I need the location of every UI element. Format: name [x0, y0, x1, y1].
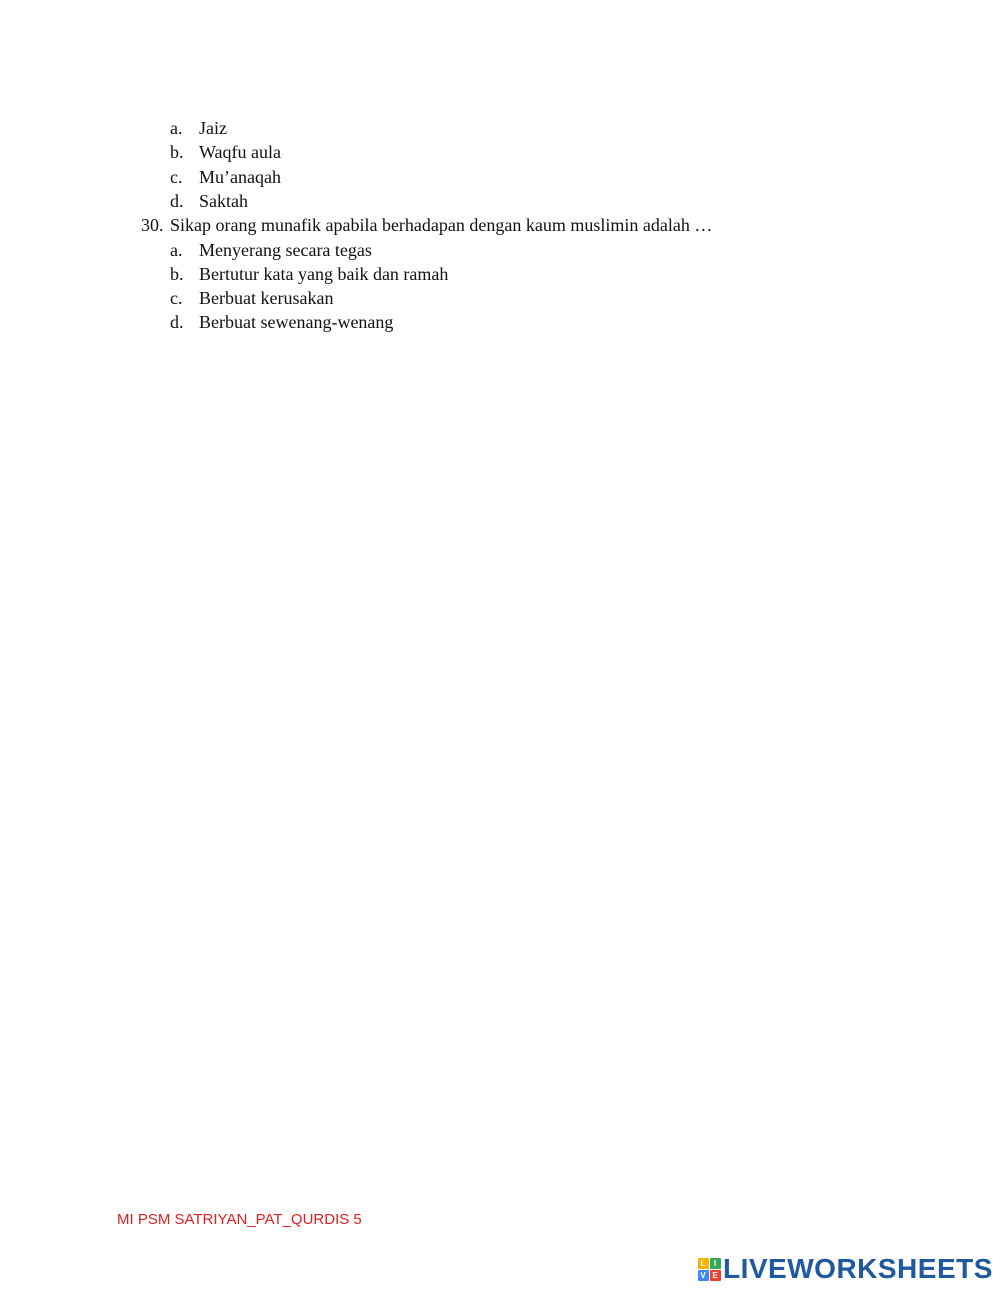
question-number: 30.: [141, 215, 164, 235]
option-text: Berbuat kerusakan: [199, 288, 334, 308]
option-text: Mu’anaqah: [199, 167, 281, 187]
footer-label: MI PSM SATRIYAN_PAT_QURDIS 5: [117, 1211, 362, 1228]
brand-icon-letter: I: [710, 1258, 721, 1269]
option-letter: a.: [170, 240, 183, 260]
brand-icon-letter: E: [710, 1270, 721, 1281]
question-text: Sikap orang munafik apabila berhadapan dengan kaum muslimin adalah …: [170, 215, 713, 235]
option-letter: c.: [170, 167, 183, 187]
liveworksheets-logo: [697, 1253, 993, 1285]
brand-name: LIVEWORKSHEETS: [723, 1253, 993, 1284]
option-text: Menyerang secara tegas: [199, 240, 372, 260]
brand-icon-letter: L: [698, 1258, 709, 1269]
brand-icon-letter: V: [698, 1270, 709, 1281]
option-letter: d.: [170, 191, 184, 211]
option-letter: a.: [170, 118, 183, 138]
brand-grid-icon: [697, 1257, 721, 1281]
option-text: Saktah: [199, 191, 248, 211]
option-text: Berbuat sewenang-wenang: [199, 312, 394, 332]
option-letter: b.: [170, 264, 184, 284]
option-letter: b.: [170, 142, 184, 162]
option-text: Waqfu aula: [199, 142, 282, 162]
option-letter: c.: [170, 288, 183, 308]
option-text: Bertutur kata yang baik dan ramah: [199, 264, 449, 284]
option-text: Jaiz: [199, 118, 227, 138]
option-letter: d.: [170, 312, 184, 332]
